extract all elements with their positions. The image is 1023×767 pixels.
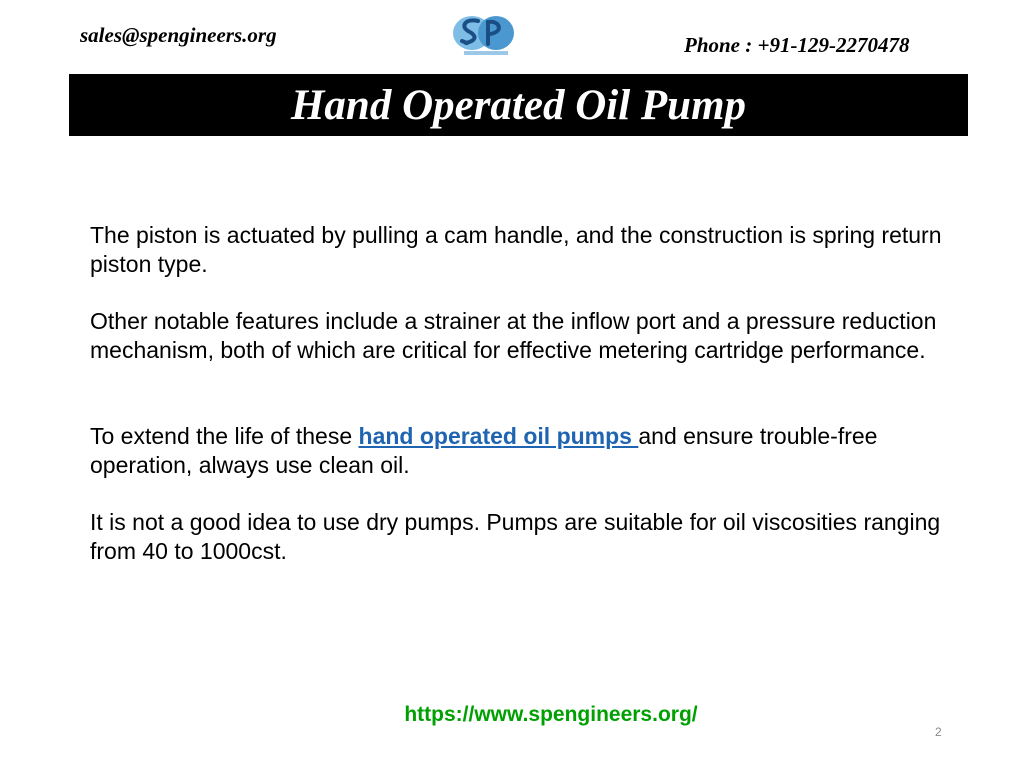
page-number: 2 <box>935 725 942 739</box>
paragraph-life <box>90 422 960 480</box>
paragraph-life-start: To extend the life of these <box>90 423 359 449</box>
paragraph-life-end: and ensure trouble-free operation, always use clean oil. <box>90 423 878 478</box>
paragraph-features: Other notable features include a strainer at the inflow port and a pressure reduction mechanism, both of which are critical for effective metering cartridge performance. <box>90 308 937 363</box>
content-body <box>90 221 960 566</box>
hand-operated-oil-pumps-link[interactable]: hand operated oil pumps <box>358 423 639 449</box>
sp-logo-icon <box>448 12 520 58</box>
paragraph-viscosity: It is not a good idea to use dry pumps. Pumps are suitable for oil viscosities ranging from 40 to 1000cst. <box>90 509 941 564</box>
page-title: Hand Operated Oil Pump <box>290 81 747 129</box>
footer-website-link[interactable]: https://www.spengineers.org/ <box>404 703 698 726</box>
header-phone: Phone : +91-129-2270478 <box>684 33 910 57</box>
title-bar <box>69 74 968 136</box>
company-logo <box>448 12 520 58</box>
header-email[interactable]: sales@spengineers.org <box>80 23 277 47</box>
paragraph-piston: The piston is actuated by pulling a cam handle, and the construction is spring return piston type. <box>90 222 942 277</box>
